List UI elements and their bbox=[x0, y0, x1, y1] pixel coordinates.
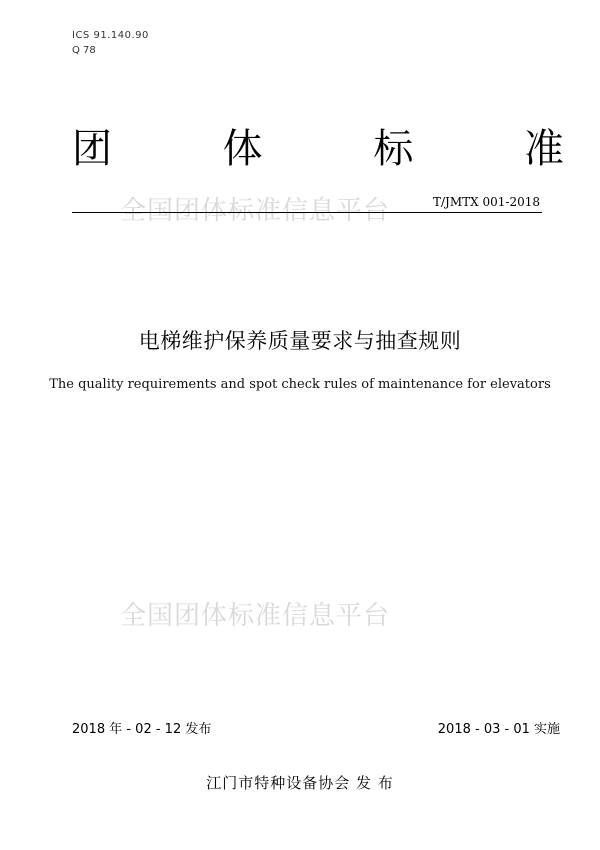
doc-type-char: 团 bbox=[72, 125, 112, 172]
ccs-code: Q 78 bbox=[72, 45, 96, 56]
title-english: The quality requirements and spot check rules of maintenance for elevators bbox=[49, 377, 551, 392]
watermark: 全国团体标准信息平台 bbox=[120, 601, 391, 631]
ics-code: ICS 91.140.90 bbox=[72, 30, 149, 41]
doc-type-char: 体 bbox=[222, 125, 263, 172]
standard-code: T/JMTX 001-2018 bbox=[432, 195, 540, 209]
watermark: 全国团体标准信息平台 bbox=[120, 196, 391, 226]
issue-date: 2018 年 - 02 - 12 发布 bbox=[72, 722, 212, 737]
header-divider bbox=[72, 212, 542, 213]
doc-type-char: 准 bbox=[523, 125, 564, 172]
implementation-date: 2018 - 03 - 01 实施 bbox=[437, 722, 560, 737]
title-chinese: 电梯维护保养质量要求与抽查规则 bbox=[138, 329, 462, 353]
publisher: 江门市特种设备协会 发 布 bbox=[206, 774, 394, 792]
document-type-heading bbox=[72, 115, 564, 175]
doc-type-char: 标 bbox=[373, 125, 414, 172]
